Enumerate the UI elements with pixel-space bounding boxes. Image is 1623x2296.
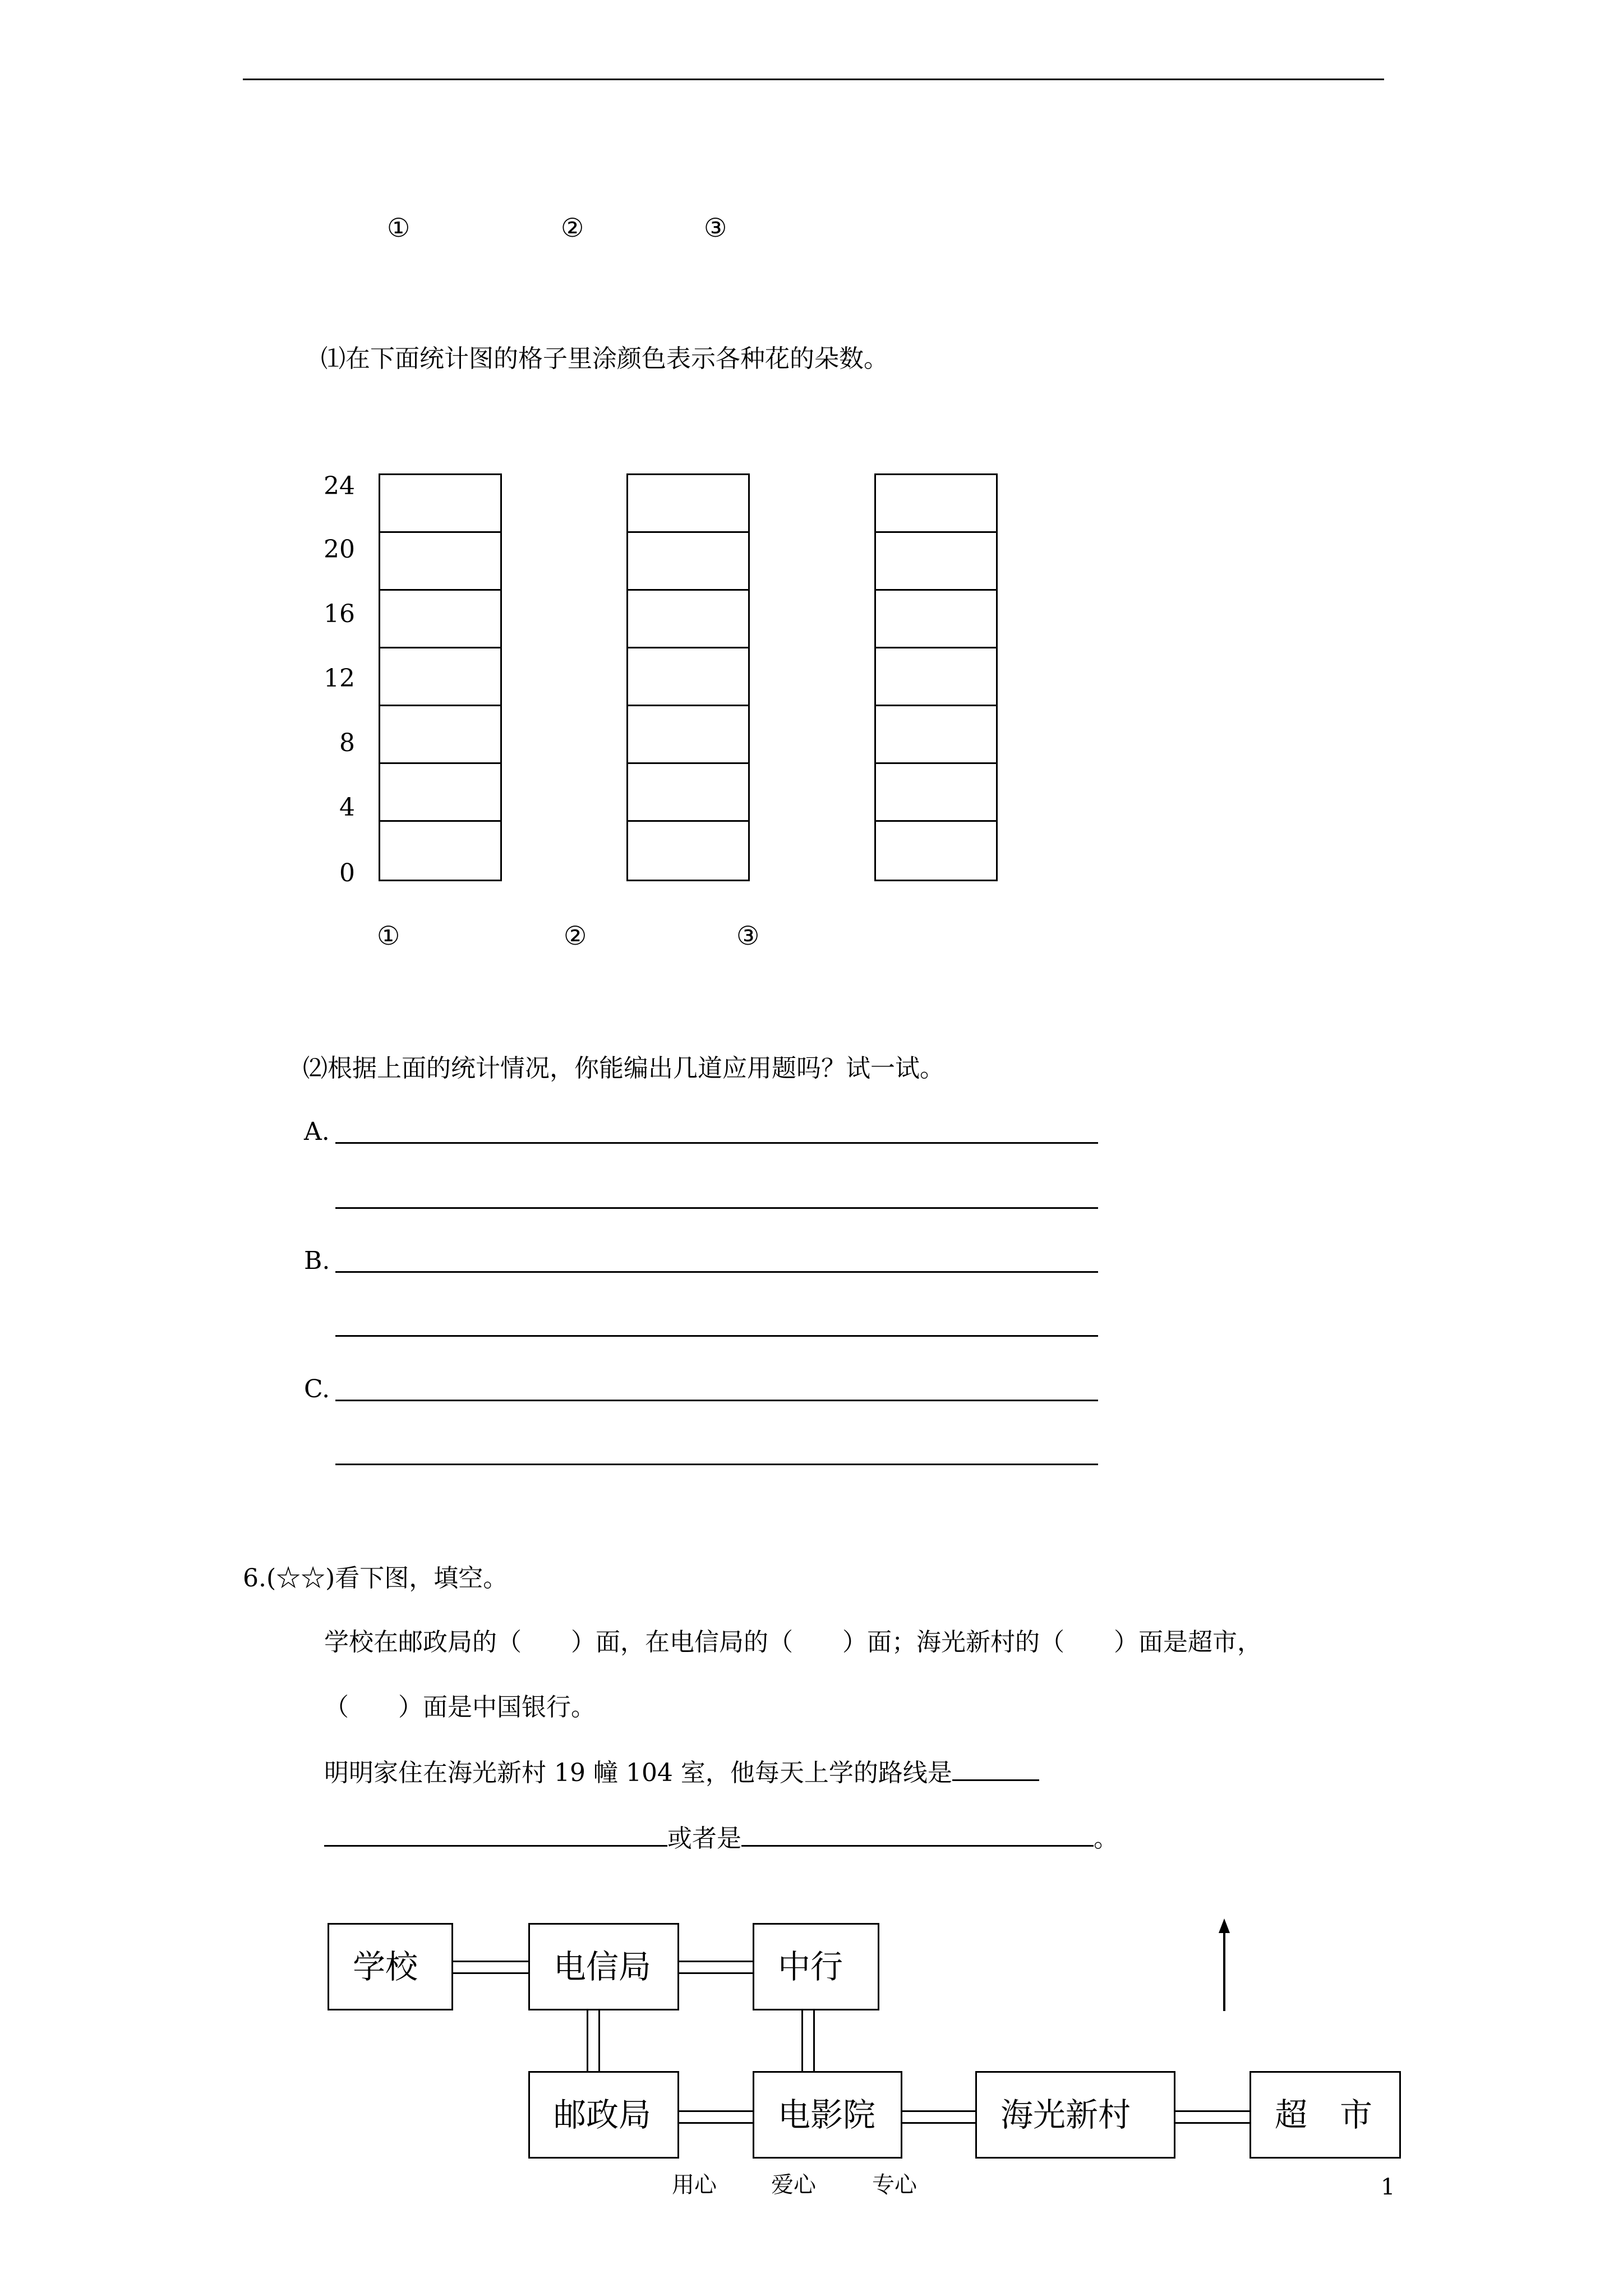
grid-column-1[interactable] xyxy=(379,473,502,881)
y-tick-12: 12 xyxy=(324,664,355,693)
grid-cell[interactable] xyxy=(380,591,500,648)
grid-cell[interactable] xyxy=(628,648,748,706)
page-number: 1 xyxy=(1381,2174,1395,2200)
route-blank-2[interactable] xyxy=(324,1823,667,1847)
x-label-2: ② xyxy=(564,921,587,951)
q5-part1-text: ⑴在下面统计图的格子里涂颜色表示各种花的朵数。 xyxy=(321,344,888,373)
q5-part2-text: ⑵根据上面的统计情况，你能编出几道应用题吗？试一试。 xyxy=(303,1054,944,1083)
grid-cell[interactable] xyxy=(876,591,996,648)
answer-line-b1[interactable] xyxy=(335,1271,1098,1273)
grid-cell[interactable] xyxy=(628,533,748,591)
header-rule xyxy=(243,79,1384,80)
grid-cell[interactable] xyxy=(380,822,500,880)
top-label-2: ② xyxy=(561,213,584,243)
q6-line1: 学校在邮政局的（ ）面，在电信局的（ ）面；海光新村的（ ）面是超市， xyxy=(324,1628,1262,1657)
answer-letter-b: B. xyxy=(304,1246,330,1275)
north-arrow-icon xyxy=(1210,1918,1238,2014)
grid-cell[interactable] xyxy=(876,475,996,533)
map-label-post: 邮政局 xyxy=(554,2096,652,2134)
map-label-supermarket: 超 市 xyxy=(1275,2096,1373,2134)
road-cinema-haiguang xyxy=(901,2110,977,2124)
map-box-cinema xyxy=(753,2071,902,2159)
answer-letter-c: C. xyxy=(304,1375,330,1404)
answer-line-c1[interactable] xyxy=(335,1400,1098,1401)
map-box-bank xyxy=(753,1923,879,2010)
grid-column-2[interactable] xyxy=(626,473,750,881)
grid-cell[interactable] xyxy=(380,764,500,822)
y-tick-16: 16 xyxy=(324,600,355,628)
y-tick-4: 4 xyxy=(339,793,355,822)
map-box-school xyxy=(328,1923,453,2010)
grid-cell[interactable] xyxy=(628,822,748,880)
q6-line4-end: 。 xyxy=(1094,1824,1118,1853)
grid-cell[interactable] xyxy=(876,648,996,706)
answer-line-a2[interactable] xyxy=(335,1207,1098,1209)
x-label-1: ① xyxy=(377,921,400,951)
top-label-1: ① xyxy=(387,213,411,243)
map-box-telecom xyxy=(528,1923,679,2010)
x-label-3: ③ xyxy=(736,921,760,951)
grid-cell[interactable] xyxy=(628,475,748,533)
map-label-bank: 中行 xyxy=(778,1948,843,1986)
grid-column-3[interactable] xyxy=(874,473,998,881)
q6-title: 6.(☆☆)看下图，填空。 xyxy=(243,1564,508,1593)
grid-cell[interactable] xyxy=(380,648,500,706)
grid-cell[interactable] xyxy=(876,706,996,764)
route-blank-1[interactable] xyxy=(952,1757,1039,1781)
road-telecom-bank xyxy=(677,1961,754,1974)
y-tick-0: 0 xyxy=(339,859,355,887)
grid-cell[interactable] xyxy=(628,764,748,822)
map-box-supermarket xyxy=(1249,2071,1401,2159)
grid-cell[interactable] xyxy=(876,533,996,591)
grid-cell[interactable] xyxy=(876,822,996,880)
map-box-post xyxy=(528,2071,679,2159)
road-telecom-post xyxy=(587,2010,600,2073)
answer-line-b2[interactable] xyxy=(335,1335,1098,1337)
q6-line4 xyxy=(324,1823,1118,1855)
y-tick-24: 24 xyxy=(324,472,355,500)
map-label-telecom: 电信局 xyxy=(554,1948,652,1986)
top-label-3: ③ xyxy=(704,213,727,243)
road-post-cinema xyxy=(677,2110,754,2124)
grid-cell[interactable] xyxy=(380,475,500,533)
q6-line3-text: 明明家住在海光新村 19 幢 104 室，他每天上学的路线是 xyxy=(324,1759,952,1787)
route-blank-3[interactable] xyxy=(741,1823,1094,1847)
map-label-school: 学校 xyxy=(353,1948,418,1986)
answer-letter-a: A. xyxy=(304,1117,330,1146)
grid-cell[interactable] xyxy=(380,533,500,591)
footer-motto-3: 专心 xyxy=(872,2172,917,2198)
grid-cell[interactable] xyxy=(628,591,748,648)
q6-line4-mid: 或者是 xyxy=(667,1824,741,1853)
footer-motto-2: 爱心 xyxy=(771,2172,816,2198)
y-tick-8: 8 xyxy=(339,729,355,757)
map-box-haiguang xyxy=(975,2071,1175,2159)
grid-cell[interactable] xyxy=(876,764,996,822)
q6-line3 xyxy=(324,1757,1039,1789)
q6-line2: （ ）面是中国银行。 xyxy=(324,1693,596,1722)
footer-motto-1: 用心 xyxy=(672,2172,717,2198)
grid-cell[interactable] xyxy=(628,706,748,764)
map-label-haiguang: 海光新村 xyxy=(1000,2096,1131,2134)
answer-line-c2[interactable] xyxy=(335,1464,1098,1465)
road-haiguang-supermarket xyxy=(1174,2110,1251,2124)
answer-line-a1[interactable] xyxy=(335,1142,1098,1144)
road-school-telecom xyxy=(451,1961,530,1974)
y-tick-20: 20 xyxy=(324,535,355,564)
map-label-cinema: 电影院 xyxy=(778,2096,876,2134)
grid-cell[interactable] xyxy=(380,706,500,764)
road-bank-cinema xyxy=(801,2010,815,2073)
